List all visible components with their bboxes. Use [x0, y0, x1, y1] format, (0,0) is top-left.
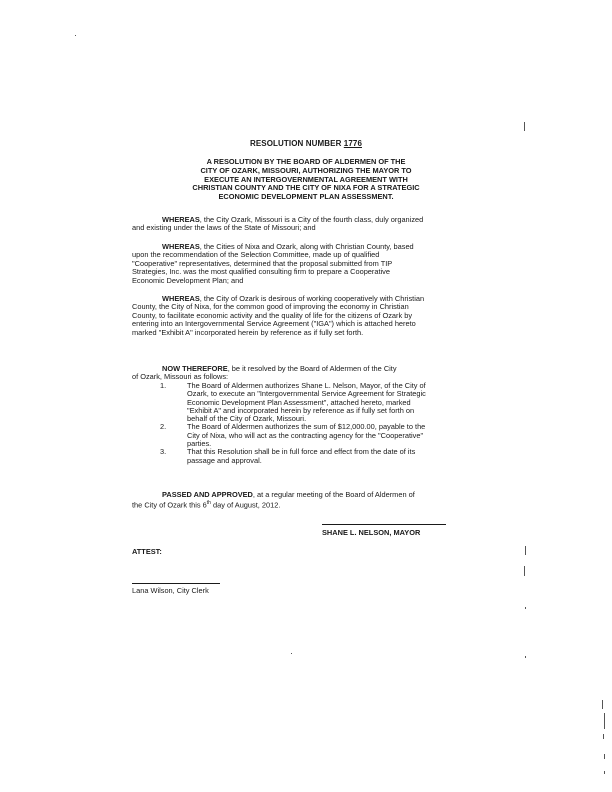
item-text: That this Resolution shall be in full force and effect from the date of its — [187, 447, 416, 457]
whereas-lead: WHEREAS — [162, 242, 200, 251]
item-text: parties. — [187, 439, 212, 449]
whereas-paragraph-2 — [132, 243, 462, 285]
paragraph-text: , be it resolved by the Board of Aldermen of the City — [227, 364, 397, 373]
paragraph-text: , the City of Ozark is desirous of working cooperatively with Christian — [199, 294, 425, 303]
paragraph-text: "Cooperative" representatives, determined that the proposal submitted from TIP — [132, 258, 393, 268]
ordinal-suffix: th — [206, 500, 211, 507]
scan-speck — [524, 566, 525, 576]
subtitle-line: A RESOLUTION BY THE BOARD OF ALDERMEN OF THE — [206, 157, 406, 166]
item-text: "Exhibit A" and incorporated herein by reference as if fully set forth on — [187, 405, 415, 415]
passed-approved-paragraph — [132, 491, 462, 510]
clerk-name: Lana Wilson, City Clerk — [132, 586, 209, 595]
passed-approved-lead: PASSED AND APPROVED — [162, 490, 253, 499]
mayor-name: SHANE L. NELSON, MAYOR — [322, 528, 421, 537]
item-text: The Board of Aldermen authorizes the sum of $12,000.00, payable to the — [187, 422, 426, 432]
subtitle-line: CHRISTIAN COUNTY AND THE CITY OF NIXA FOR A STRATEGIC — [192, 183, 420, 193]
clerk-signature-line — [132, 583, 220, 584]
list-item — [132, 382, 462, 423]
scan-speck — [604, 754, 605, 759]
paragraph-text: upon the recommendation of the Selection Committee, made up of qualified — [132, 250, 380, 260]
scan-speck — [525, 656, 526, 658]
resolution-subtitle — [150, 158, 462, 202]
paragraph-text: and existing under the laws of the State of Missouri; and — [132, 223, 316, 233]
now-therefore-lead: NOW THEREFORE — [162, 364, 228, 373]
item-text: City of Nixa, who will act as the contracting agency for the "Cooperative" — [187, 430, 424, 440]
subtitle-line: ECONOMIC DEVELOPMENT PLAN ASSESSMENT. — [218, 192, 394, 202]
paragraph-text: Strategies, Inc. was the most qualified consulting firm to prepare a Cooperative — [132, 267, 390, 277]
scan-speck — [525, 546, 526, 555]
resolution-number: 1776 — [343, 139, 362, 148]
mayor-signature-line — [322, 524, 446, 525]
scan-speck — [602, 700, 603, 709]
subtitle-line: CITY OF OZARK, MISSOURI, AUTHORIZING THE MAYOR TO — [200, 165, 412, 175]
item-text: behalf of the City of Ozark, Missouri. — [187, 414, 307, 424]
paragraph-text: , at a regular meeting of the Board of Aldermen of — [252, 490, 415, 499]
paragraph-text: County, to facilitate economic activity and the quality of life for the citizens of Ozark by — [132, 310, 413, 320]
paragraph-text: , the City Ozark, Missouri is a City of the fourth class, duly organized — [199, 215, 424, 224]
paragraph-text: marked "Exhibit A" incorporated herein by reference as if fully set forth. — [132, 327, 364, 337]
item-text: Economic Development Plan Assessment", attached hereto, marked — [187, 397, 411, 407]
paragraph-text: of Ozark, Missouri as follows: — [132, 372, 229, 382]
scan-speck — [604, 771, 605, 774]
resolution-title — [0, 139, 612, 148]
paragraph-text: County, the City of Nixa, for the common good of improving the economy in Christian — [132, 302, 409, 312]
scan-speck — [525, 607, 526, 609]
title-prefix: RESOLUTION NUMBER — [249, 139, 344, 148]
scan-speck — [291, 653, 292, 654]
paragraph-text: , the Cities of Nixa and Ozark, along with Christian County, based — [199, 242, 414, 251]
item-number: 2. — [160, 422, 167, 432]
item-text: Ozark, to execute an "Intergovernmental Service Agreement for Strategic — [187, 389, 426, 399]
item-text: passage and approval. — [187, 455, 262, 465]
paragraph-text: day of August, 2012. — [210, 500, 281, 510]
item-number: 1. — [160, 381, 167, 390]
list-item — [132, 423, 462, 448]
list-item — [132, 448, 462, 465]
whereas-lead: WHEREAS — [162, 215, 200, 224]
whereas-paragraph-1 — [132, 216, 462, 233]
scan-speck — [604, 713, 605, 729]
whereas-paragraph-3 — [132, 295, 462, 337]
item-number: 3. — [160, 447, 167, 457]
paragraph-text: the City of Ozark this 6 — [132, 500, 207, 510]
whereas-lead: WHEREAS — [162, 294, 200, 303]
attest-label: ATTEST: — [132, 547, 162, 556]
scan-speck — [524, 122, 525, 131]
paragraph-text: Economic Development Plan; and — [132, 275, 244, 285]
paragraph-text: entering into an Intergovernmental Service Agreement ("IGA") which is attached hereto — [132, 319, 416, 329]
scan-speck — [603, 734, 604, 739]
resolution-items — [132, 382, 462, 465]
scan-speck — [75, 35, 76, 36]
now-therefore-paragraph — [132, 365, 462, 382]
subtitle-line: EXECUTE AN INTERGOVERNMENTAL AGREEMENT WITH — [204, 174, 408, 184]
item-text: The Board of Aldermen authorizes Shane L. Nelson, Mayor, of the City of — [187, 381, 426, 390]
